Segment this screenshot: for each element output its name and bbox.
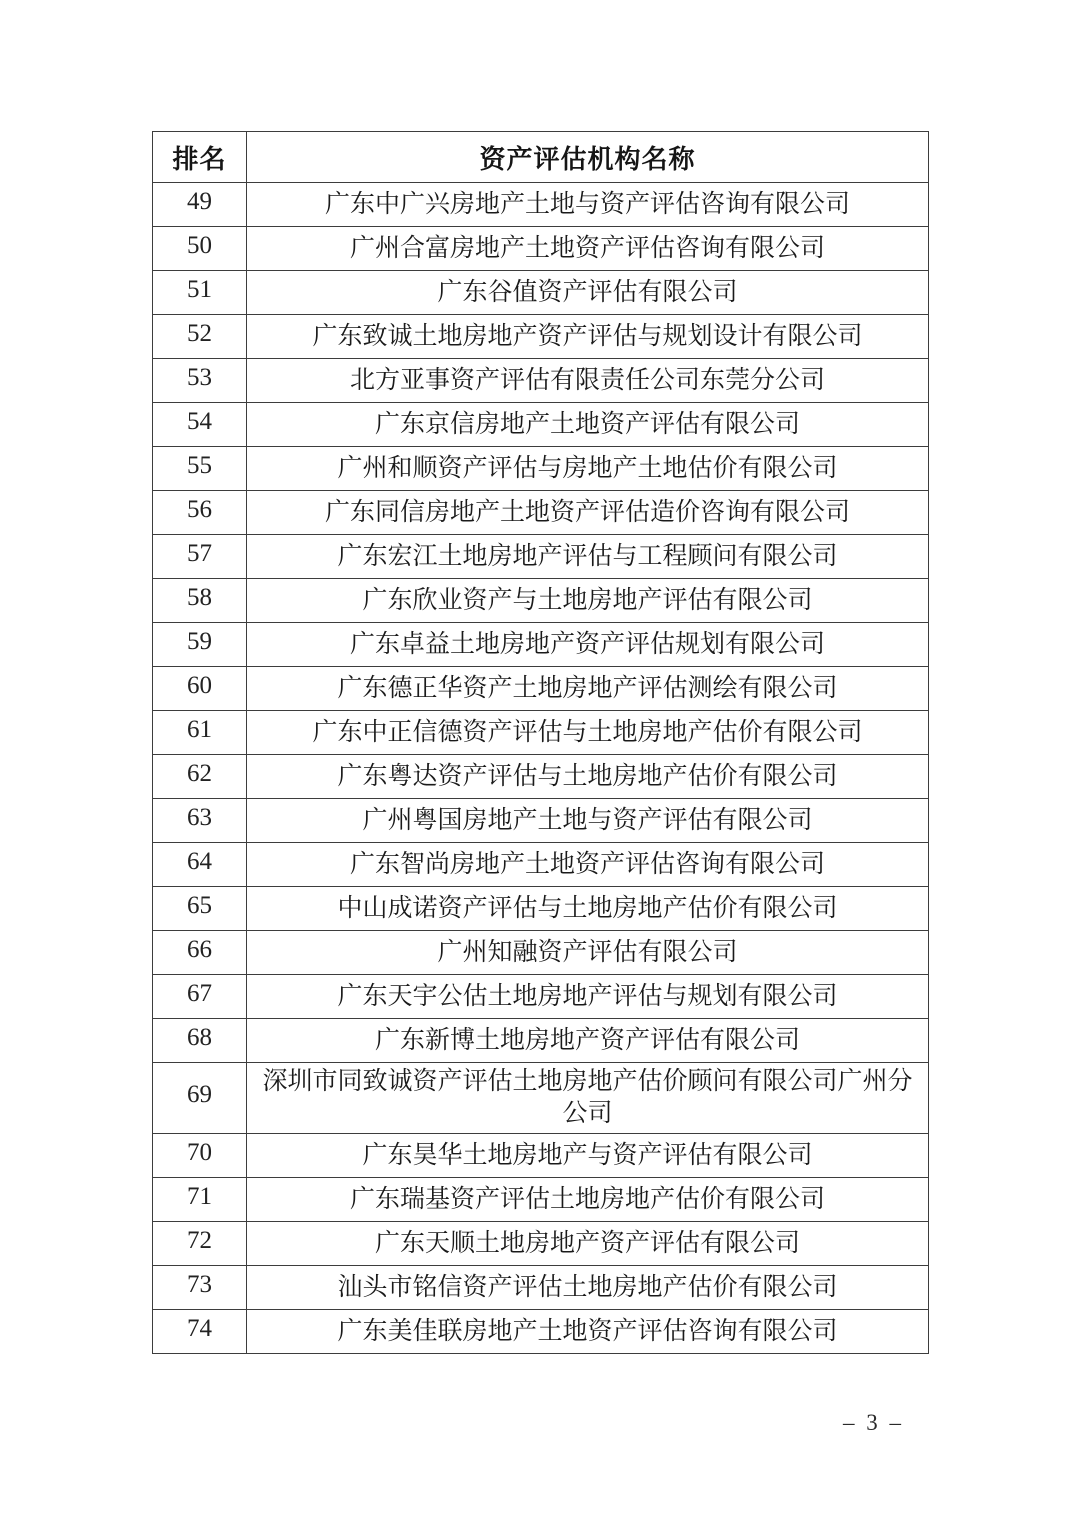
table-row [153, 755, 929, 799]
name-cell: 广东中广兴房地产土地与资产评估咨询有限公司 [247, 183, 929, 227]
table-row [153, 315, 929, 359]
rank-cell: 55 [153, 447, 247, 491]
table-row [153, 667, 929, 711]
rank-cell: 59 [153, 623, 247, 667]
header-row [153, 132, 929, 183]
rank-cell: 68 [153, 1019, 247, 1063]
table-row [153, 403, 929, 447]
rank-cell: 67 [153, 975, 247, 1019]
rank-cell: 64 [153, 843, 247, 887]
table-row [153, 1310, 929, 1354]
rank-cell: 58 [153, 579, 247, 623]
rank-cell: 51 [153, 271, 247, 315]
name-cell: 广东致诚土地房地产资产评估与规划设计有限公司 [247, 315, 929, 359]
name-cell: 广东昊华土地房地产与资产评估有限公司 [247, 1134, 929, 1178]
rank-cell: 60 [153, 667, 247, 711]
table-row [153, 1178, 929, 1222]
name-cell: 广东卓益土地房地产资产评估规划有限公司 [247, 623, 929, 667]
name-cell: 广东瑞基资产评估土地房地产估价有限公司 [247, 1178, 929, 1222]
table-row [153, 535, 929, 579]
table-row [153, 579, 929, 623]
name-cell: 广东新博土地房地产资产评估有限公司 [247, 1019, 929, 1063]
rank-cell: 62 [153, 755, 247, 799]
name-cell: 广东粤达资产评估与土地房地产估价有限公司 [247, 755, 929, 799]
name-cell: 广东美佳联房地产土地资产评估咨询有限公司 [247, 1310, 929, 1354]
name-cell: 广东欣业资产与土地房地产评估有限公司 [247, 579, 929, 623]
name-cell: 广州合富房地产土地资产评估咨询有限公司 [247, 227, 929, 271]
rank-cell: 73 [153, 1266, 247, 1310]
rank-cell: 49 [153, 183, 247, 227]
rank-cell: 66 [153, 931, 247, 975]
rank-cell: 63 [153, 799, 247, 843]
page-number: – 3 – [843, 1410, 904, 1435]
rank-cell: 61 [153, 711, 247, 755]
rank-cell: 72 [153, 1222, 247, 1266]
name-cell: 广东中正信德资产评估与土地房地产估价有限公司 [247, 711, 929, 755]
table-body [153, 183, 929, 1354]
name-cell: 广东同信房地产土地资产评估造价咨询有限公司 [247, 491, 929, 535]
table-row [153, 799, 929, 843]
name-cell: 广州知融资产评估有限公司 [247, 931, 929, 975]
table-row [153, 183, 929, 227]
table-row [153, 887, 929, 931]
table-row [153, 711, 929, 755]
header-rank: 排名 [153, 132, 247, 183]
name-cell: 广州和顺资产评估与房地产土地估价有限公司 [247, 447, 929, 491]
table-row [153, 931, 929, 975]
rank-cell: 71 [153, 1178, 247, 1222]
rank-cell: 74 [153, 1310, 247, 1354]
name-cell: 广东智尚房地产土地资产评估咨询有限公司 [247, 843, 929, 887]
ranking-table [152, 131, 929, 1354]
table-row [153, 975, 929, 1019]
rank-cell: 50 [153, 227, 247, 271]
name-cell: 中山成诺资产评估与土地房地产估价有限公司 [247, 887, 929, 931]
table-row [153, 491, 929, 535]
table-row [153, 271, 929, 315]
name-cell: 广东宏江土地房地产评估与工程顾问有限公司 [247, 535, 929, 579]
table-row [153, 1019, 929, 1063]
rank-cell: 70 [153, 1134, 247, 1178]
name-cell: 广州粤国房地产土地与资产评估有限公司 [247, 799, 929, 843]
name-cell: 汕头市铭信资产评估土地房地产估价有限公司 [247, 1266, 929, 1310]
name-cell: 广东京信房地产土地资产评估有限公司 [247, 403, 929, 447]
rank-cell: 65 [153, 887, 247, 931]
table-row [153, 447, 929, 491]
table-row [153, 623, 929, 667]
table-row [153, 1134, 929, 1178]
rank-cell: 56 [153, 491, 247, 535]
name-cell: 广东德正华资产土地房地产评估测绘有限公司 [247, 667, 929, 711]
table-row [153, 1063, 929, 1134]
name-cell: 北方亚事资产评估有限责任公司东莞分公司 [247, 359, 929, 403]
rank-cell: 57 [153, 535, 247, 579]
table-row [153, 843, 929, 887]
name-cell: 广东谷值资产评估有限公司 [247, 271, 929, 315]
table-row [153, 1266, 929, 1310]
rank-cell: 69 [153, 1063, 247, 1134]
header-institution-name: 资产评估机构名称 [247, 132, 929, 183]
name-cell: 广东天顺土地房地产资产评估有限公司 [247, 1222, 929, 1266]
table-header [153, 132, 929, 183]
rank-cell: 52 [153, 315, 247, 359]
table-row [153, 227, 929, 271]
name-cell: 深圳市同致诚资产评估土地房地产估价顾问有限公司广州分公司 [247, 1063, 929, 1134]
table-row [153, 359, 929, 403]
rank-cell: 54 [153, 403, 247, 447]
rank-cell: 53 [153, 359, 247, 403]
table-row [153, 1222, 929, 1266]
name-cell: 广东天宇公估土地房地产评估与规划有限公司 [247, 975, 929, 1019]
